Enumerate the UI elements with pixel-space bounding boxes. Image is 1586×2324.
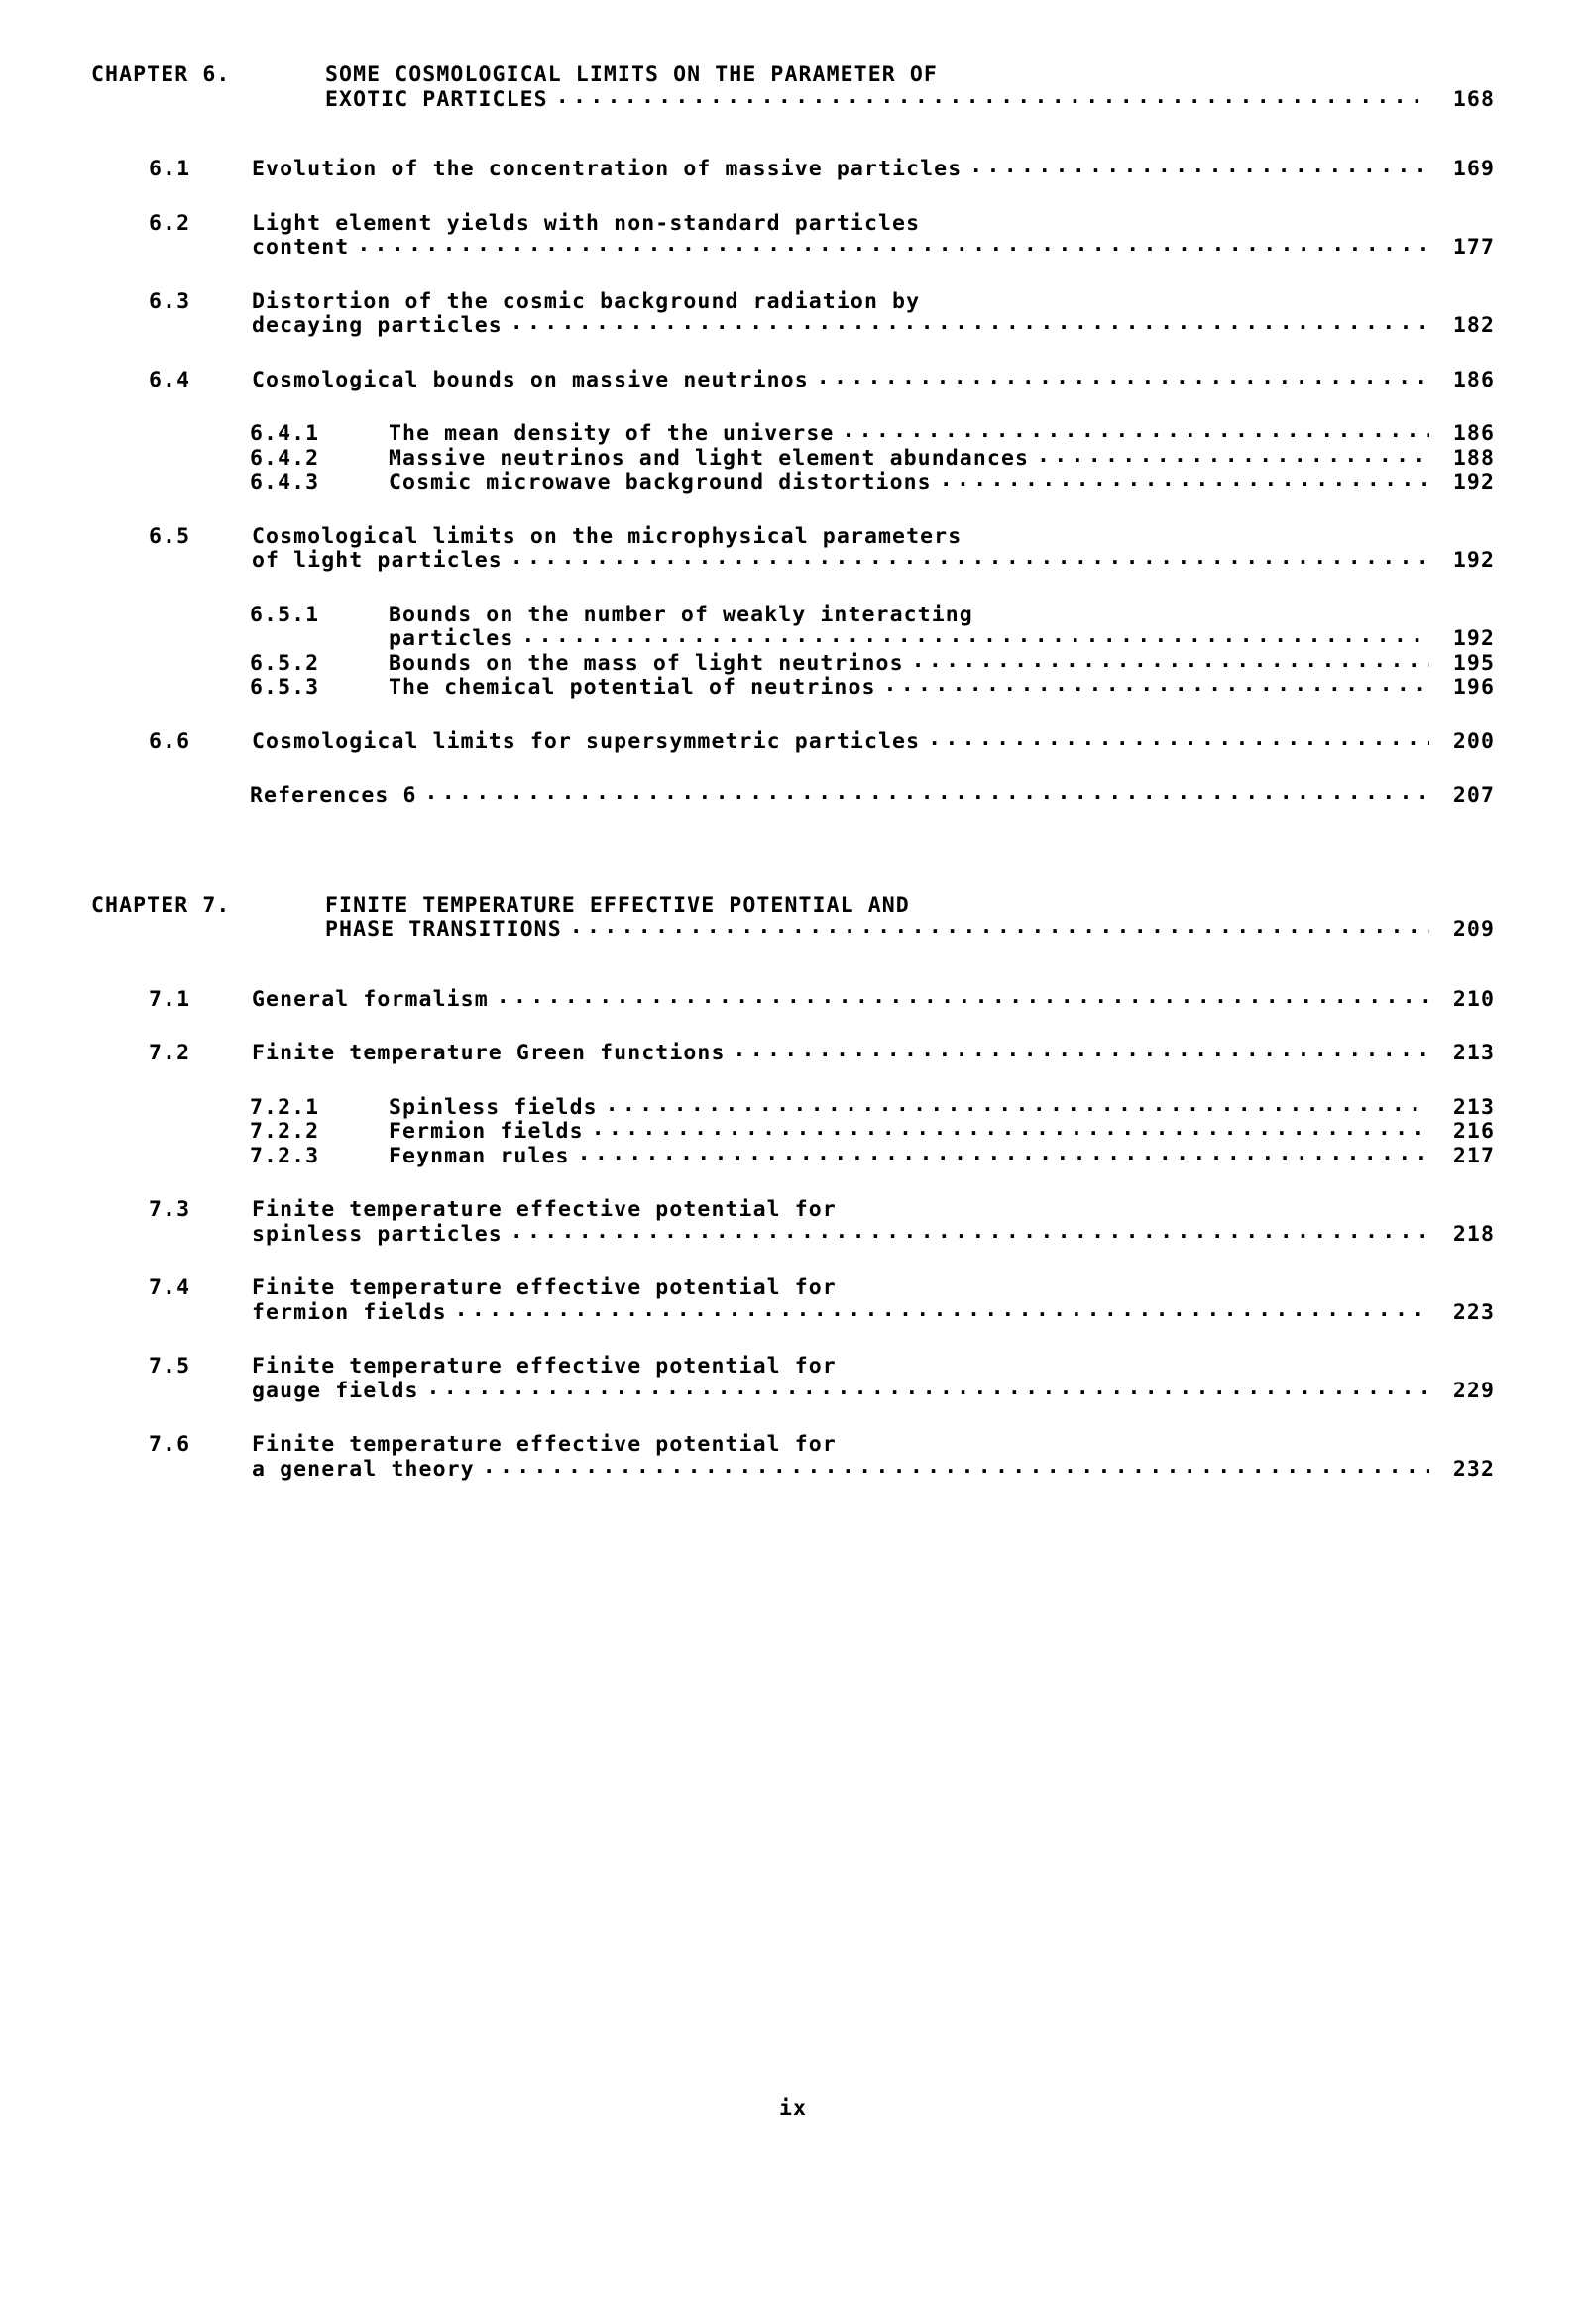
- chapter-label: CHAPTER 7.: [91, 892, 231, 918]
- section-line1: [91, 210, 1495, 235]
- subsection-title-cont: particles: [389, 626, 514, 651]
- subsection-title: Spinless fields: [389, 1094, 598, 1120]
- page-number: 229: [1452, 1378, 1495, 1403]
- page-number: 213: [1452, 1041, 1495, 1065]
- section-title: Finite temperature Green functions: [252, 1041, 726, 1065]
- subsection-title: Cosmic microwave background distortions: [389, 470, 932, 495]
- section-title-cont: decaying particles: [252, 313, 503, 338]
- page-number: 192: [1452, 626, 1495, 651]
- toc-entry-subsection[interactable]: [91, 469, 1495, 494]
- page-number: 186: [1452, 367, 1495, 392]
- leader-dots: [940, 469, 1429, 491]
- leader-dots: [842, 420, 1429, 442]
- section-line1: [91, 1196, 1495, 1221]
- page-number: 200: [1452, 728, 1495, 754]
- page-number: 216: [1452, 1119, 1495, 1144]
- section-number: 6.1: [149, 157, 191, 181]
- toc-body: [91, 61, 1495, 1480]
- section-number: 6.6: [149, 728, 191, 754]
- references-line: [91, 782, 1495, 807]
- section-title: Cosmological bounds on massive neutrinos: [252, 367, 809, 392]
- section-line2: [91, 1456, 1495, 1481]
- subsection-title: The chemical potential of neutrinos: [389, 675, 876, 700]
- page-number: 192: [1452, 470, 1495, 495]
- subsection-line: [91, 1143, 1495, 1167]
- page-folio: ix: [779, 2096, 807, 2121]
- page-number: 196: [1452, 675, 1495, 700]
- leader-dots: [510, 312, 1429, 334]
- section-line1: [91, 986, 1495, 1011]
- page-number: 186: [1452, 421, 1495, 446]
- leader-dots: [817, 367, 1429, 388]
- page-number: 217: [1452, 1143, 1495, 1168]
- toc-entry-section[interactable]: [91, 288, 1495, 337]
- section-line1: [91, 367, 1495, 391]
- toc-entry-section[interactable]: [91, 210, 1495, 259]
- section-number: 7.4: [149, 1275, 191, 1300]
- section-line1: [91, 728, 1495, 753]
- leader-dots: [592, 1118, 1429, 1140]
- subsection-number: 6.5.2: [250, 650, 320, 676]
- leader-dots: [510, 1221, 1429, 1243]
- page-number: 213: [1452, 1094, 1495, 1120]
- section-number: 7.2: [149, 1041, 191, 1065]
- page-number: 168: [1452, 86, 1495, 112]
- page-number: 182: [1452, 313, 1495, 338]
- subsection-number: 7.2.1: [250, 1094, 320, 1120]
- section-number: 6.4: [149, 367, 191, 392]
- page-number: 207: [1452, 783, 1495, 808]
- section-number: 6.5: [149, 523, 191, 549]
- section-number: 6.2: [149, 210, 191, 236]
- page-number: 192: [1452, 548, 1495, 573]
- subsection-line: [91, 420, 1495, 445]
- leader-dots: [578, 1143, 1429, 1164]
- subsection-line1: [91, 602, 1495, 626]
- toc-entry-subsection[interactable]: [91, 1143, 1495, 1167]
- subsection-title: Feynman rules: [389, 1143, 570, 1168]
- leader-dots: [606, 1094, 1429, 1116]
- page-number: 232: [1452, 1456, 1495, 1482]
- section-title: Finite temperature effective potential for: [252, 1275, 837, 1300]
- subsection-number: 7.2.2: [250, 1119, 320, 1144]
- section-title: General formalism: [252, 986, 489, 1012]
- toc-entry-section[interactable]: [91, 1431, 1495, 1480]
- toc-entry-subsection[interactable]: [91, 445, 1495, 470]
- page-number: 223: [1452, 1299, 1495, 1325]
- section-line2: [91, 1299, 1495, 1324]
- section-number: 7.5: [149, 1354, 191, 1379]
- section-line2: [91, 1378, 1495, 1402]
- leader-dots: [483, 1456, 1429, 1478]
- subsection-title: Fermion fields: [389, 1119, 584, 1144]
- subsection-line: [91, 469, 1495, 494]
- toc-entry-section[interactable]: [91, 728, 1495, 753]
- chapter-title-part1: SOME COSMOLOGICAL LIMITS ON THE PARAMETER OF: [325, 62, 938, 87]
- chapter-title-part2: PHASE TRANSITIONS: [325, 917, 562, 941]
- toc-entry-section[interactable]: [91, 1274, 1495, 1323]
- toc-entry-subsection[interactable]: [91, 420, 1495, 445]
- subsection-line: [91, 445, 1495, 470]
- section-line1: [91, 1040, 1495, 1064]
- section-line1: [91, 1274, 1495, 1299]
- toc-entry-section[interactable]: [91, 986, 1495, 1011]
- toc-entry-section[interactable]: [91, 1040, 1495, 1064]
- leader-dots: [928, 728, 1429, 750]
- toc-entry-chapter[interactable]: [91, 61, 1495, 110]
- leader-dots: [357, 234, 1429, 256]
- section-title: Cosmological limits for supersymmetric particles: [252, 728, 921, 754]
- subsection-number: 6.5.1: [250, 602, 320, 627]
- leader-dots: [497, 986, 1429, 1008]
- subsection-line: [91, 1094, 1495, 1119]
- subsection-number: 6.5.3: [250, 675, 320, 700]
- toc-entry-subsection[interactable]: [91, 1094, 1495, 1119]
- subsection-line: [91, 1118, 1495, 1143]
- section-title: Distortion of the cosmic background radiation by: [252, 288, 921, 314]
- toc-entry-section[interactable]: [91, 523, 1495, 572]
- leader-dots: [912, 650, 1429, 672]
- toc-entry-subsection[interactable]: [91, 674, 1495, 699]
- subsection-number: 6.4.3: [250, 470, 320, 495]
- section-line1: [91, 156, 1495, 180]
- section-number: 6.3: [149, 288, 191, 314]
- page-number: 177: [1452, 235, 1495, 260]
- subsection-title: Massive neutrinos and light element abundances: [389, 445, 1030, 471]
- section-title-cont: fermion fields: [252, 1299, 447, 1325]
- section-title-cont: a general theory: [252, 1456, 475, 1482]
- section-line1: [91, 288, 1495, 313]
- section-title: Finite temperature effective potential for: [252, 1354, 837, 1379]
- leader-dots: [734, 1040, 1430, 1061]
- leader-dots: [427, 1378, 1429, 1399]
- page-number: 195: [1452, 650, 1495, 676]
- toc-entry-subsection[interactable]: [91, 650, 1495, 675]
- page-number: 188: [1452, 445, 1495, 471]
- toc-entry-section[interactable]: [91, 156, 1495, 180]
- chapter-heading-line1: [91, 61, 1495, 86]
- page-number: 169: [1452, 157, 1495, 181]
- toc-entry-subsection[interactable]: [91, 602, 1495, 650]
- leader-dots: [884, 674, 1429, 696]
- section-title: Finite temperature effective potential for: [252, 1197, 837, 1222]
- section-title: Cosmological limits on the microphysical parameters: [252, 523, 963, 549]
- section-title-cont: of light particles: [252, 548, 503, 573]
- section-number: 7.3: [149, 1197, 191, 1222]
- toc-entry-section[interactable]: [91, 1196, 1495, 1245]
- section-line1: [91, 523, 1495, 548]
- leader-dots: [570, 916, 1429, 938]
- subsection-title: Bounds on the mass of light neutrinos: [389, 650, 904, 676]
- section-title-cont: content: [252, 235, 350, 260]
- subsection-line2: [91, 625, 1495, 650]
- toc-entry-references[interactable]: [91, 782, 1495, 807]
- section-line2: [91, 234, 1495, 259]
- toc-entry-section[interactable]: [91, 1353, 1495, 1401]
- section-title: Finite temperature effective potential for: [252, 1432, 837, 1457]
- chapter-title-part1: FINITE TEMPERATURE EFFECTIVE POTENTIAL AND: [325, 892, 910, 918]
- section-title: Evolution of the concentration of massive particles: [252, 157, 963, 181]
- chapter-heading-line2: [91, 916, 1495, 941]
- section-title-cont: spinless particles: [252, 1221, 503, 1247]
- section-line2: [91, 312, 1495, 337]
- leader-dots: [1037, 445, 1429, 467]
- section-number: 7.1: [149, 986, 191, 1012]
- leader-dots: [425, 782, 1429, 804]
- page-number: 218: [1452, 1221, 1495, 1247]
- leader-dots: [556, 86, 1429, 108]
- section-line1: [91, 1431, 1495, 1456]
- toc-entry-section[interactable]: [91, 367, 1495, 391]
- chapter-heading-line2: [91, 86, 1495, 111]
- section-line2: [91, 1221, 1495, 1246]
- subsection-number: 7.2.3: [250, 1143, 320, 1168]
- page-number: 210: [1452, 986, 1495, 1012]
- section-number: 7.6: [149, 1432, 191, 1457]
- subsection-line: [91, 650, 1495, 675]
- chapter-label: CHAPTER 6.: [91, 62, 231, 87]
- subsection-line: [91, 674, 1495, 699]
- toc-entry-subsection[interactable]: [91, 1118, 1495, 1143]
- chapter-heading-line1: [91, 892, 1495, 917]
- chapter-title-part2: EXOTIC PARTICLES: [325, 86, 548, 112]
- leader-dots: [455, 1299, 1429, 1321]
- leader-dots: [969, 156, 1429, 177]
- section-line1: [91, 1353, 1495, 1378]
- leader-dots: [510, 547, 1429, 569]
- subsection-title: Bounds on the number of weakly interacting: [389, 602, 973, 627]
- section-line2: [91, 547, 1495, 572]
- section-title: Light element yields with non-standard particles: [252, 210, 921, 236]
- subsection-number: 6.4.2: [250, 445, 320, 471]
- subsection-number: 6.4.1: [250, 421, 320, 446]
- subsection-title: The mean density of the universe: [389, 421, 835, 446]
- toc-entry-chapter[interactable]: [91, 892, 1495, 941]
- section-title-cont: gauge fields: [252, 1378, 419, 1403]
- page-number: 209: [1452, 917, 1495, 941]
- leader-dots: [521, 625, 1429, 647]
- references-label: References 6: [250, 783, 417, 808]
